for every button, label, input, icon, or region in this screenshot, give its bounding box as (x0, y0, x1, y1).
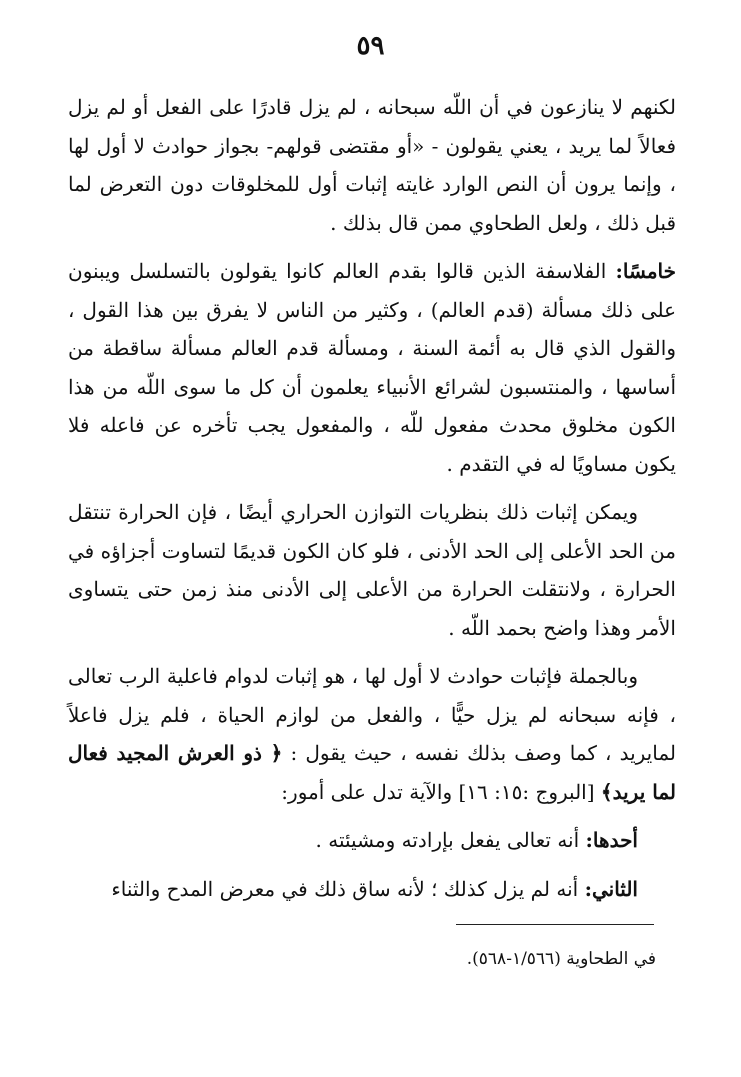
paragraph-text: لكنهم لا ينازعون في أن اللّه سبحانه ، لم يزل قادرًا على الفعل أو لم يزل فعالاً لما يريد ، يعني يقولون - «أو مقتضى قولهم- بجواز حوادث لا أول لها ، وإنما يرون أن النص الوارد غايته إثبات أول للمخلوقات دون التعرض لما قبل ذلك ، ولعل الطحاوي ممن قال بذلك . (68, 95, 676, 235)
main-text (68, 88, 676, 918)
paragraph-label: خامسًا: (615, 259, 676, 283)
paragraph-5 (68, 821, 676, 860)
paragraph-label: أحدها: (585, 828, 638, 852)
verse-reference: [البروج :١٥: ١٦] والآية تدل على أمور: (281, 779, 601, 804)
paragraph-text: الفلاسفة الذين قالوا بقدم العالم كانوا يقولون بالتسلسل ويبنون على ذلك مسألة (قدم العالم) ، وكثير من الناس لا يفرق بين هذا القول ، والقول الذي قال به أئمة السنة ، ومسألة قدم العالم مسألة ساقطة من أساسها ، والمنتسبون لشرائع الأنبياء يعلمون أن كل ما سوى اللّه من هذا الكون مخلوق محدث مفعول للّه ، والمفعول يجب تأخره عن فاعله فلا يكون مساويًا له في التقدم . (68, 259, 676, 476)
paragraph-text: أنه لم يزل كذلك ؛ لأنه ساق ذلك في معرض المدح والثناء (111, 876, 585, 901)
quran-verse: ﴿ ذو العرش المجيد فعال لما يريد﴾ (68, 741, 676, 804)
paragraph-6 (68, 870, 676, 909)
paragraph-2 (68, 252, 676, 483)
paragraph-label: الثاني: (584, 876, 638, 901)
paragraph-1 (68, 88, 676, 242)
paragraph-3 (68, 493, 676, 647)
page-number: ٥٩ (356, 31, 385, 61)
paragraph-text: أنه تعالى يفعل بإرادته ومشيئته . (315, 828, 586, 852)
paragraph-4 (68, 657, 676, 811)
footnote-divider (456, 924, 654, 925)
footnote: في الطحاوية (١/٥٦٦-٥٦٨). (466, 949, 656, 969)
paragraph-text: وبالجملة فإثبات حوادث لا أول لها ، هو إثبات لدوام فاعلية الرب تعالى ، فإنه سبحانه لم يزل حيًّا ، والفعل من لوازم الحياة ، فلم يزل فاعلاً لمايريد ، كما وصف بذلك نفسه ، حيث يقول : (68, 664, 676, 765)
paragraph-text: ويمكن إثبات ذلك بنظريات التوازن الحراري أيضًا ، فإن الحرارة تنتقل من الحد الأعلى إلى الحد الأدنى ، فلو كان الكون قديمًا لتساوت أجزاؤه في الحرارة ، ولانتقلت الحرارة من الأعلى إلى الأدنى منذ زمن حتى يتساوى الأمر وهذا واضح بحمد اللّه . (68, 500, 676, 640)
